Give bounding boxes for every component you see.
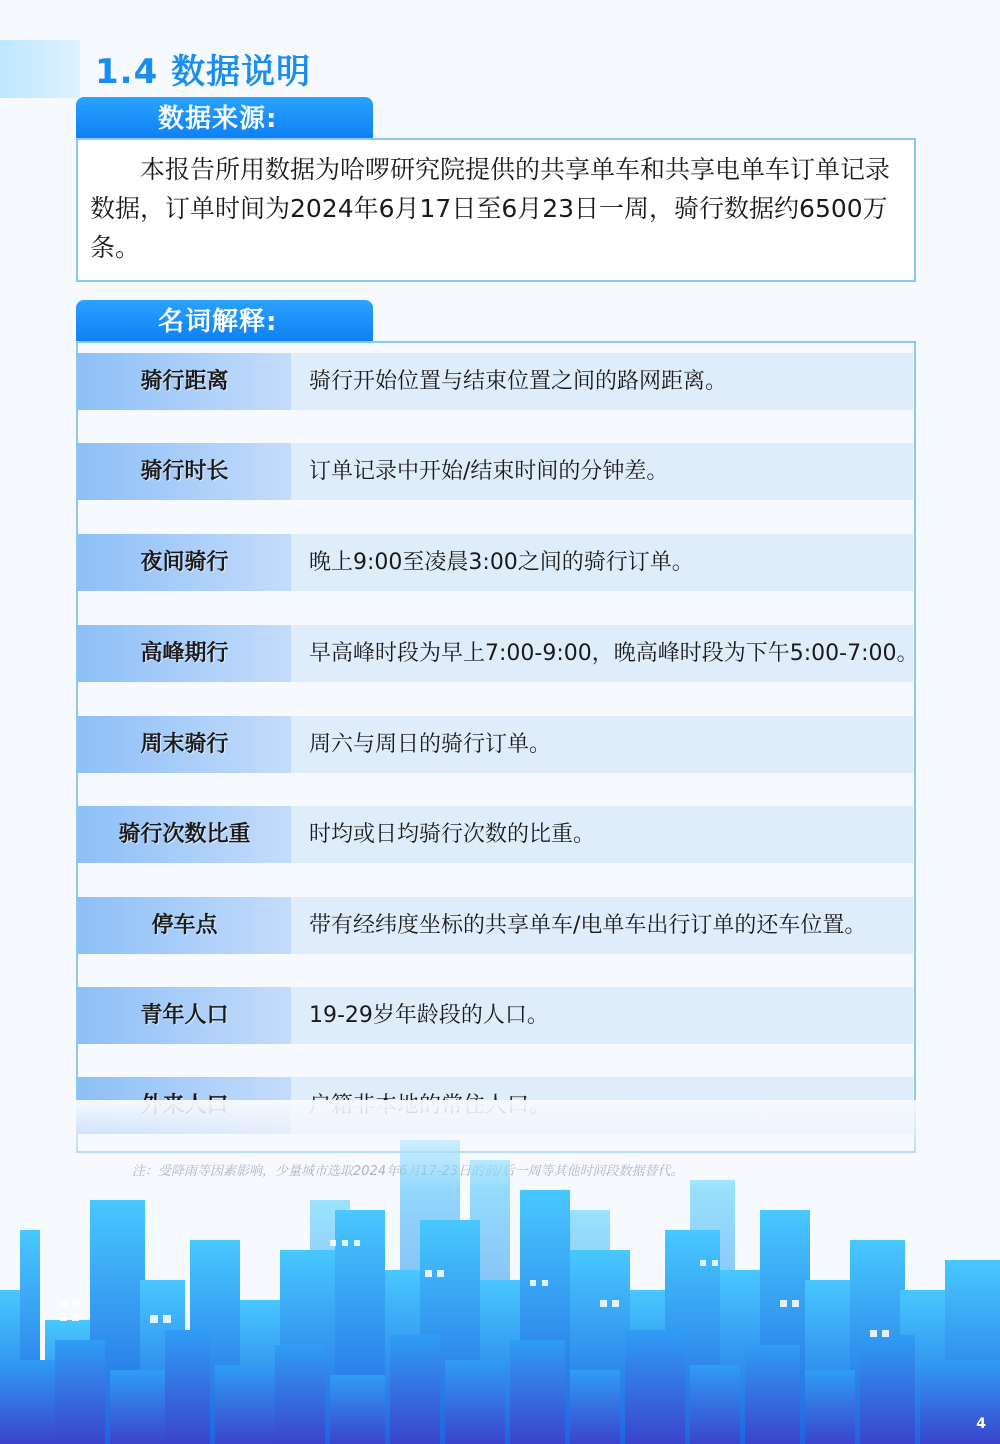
data-source-text: 本报告所用数据为哈啰研究院提供的共享单车和共享电单车订单记录数据，订单时间为2024年6月17日至6月23日一周，骑行数据约6500万条。 (90, 155, 891, 262)
term-definition: 19-29岁年龄段的人口。 (291, 987, 913, 1044)
glossary-row (78, 625, 919, 682)
data-source-box (76, 138, 916, 282)
page-number: 4 (976, 1416, 986, 1432)
term-definition: 骑行开始位置与结束位置之间的路网距离。 (291, 353, 913, 410)
term-name: 夜间骑行 (78, 534, 291, 591)
glossary-row (78, 716, 914, 773)
glossary-row (78, 806, 914, 863)
term-name: 青年人口 (78, 987, 291, 1044)
glossary-table (76, 341, 919, 1153)
term-definition: 周六与周日的骑行订单。 (291, 716, 913, 773)
city-skyline-illustration (0, 1100, 1000, 1444)
term-name: 骑行次数比重 (78, 806, 291, 863)
page-title: 1.4 数据说明 (95, 52, 312, 92)
glossary-row (78, 987, 914, 1044)
heading-accent-bar (0, 40, 80, 98)
glossary-row (78, 534, 914, 591)
term-definition: 时均或日均骑行次数的比重。 (291, 806, 913, 863)
term-name: 高峰期行 (78, 625, 291, 682)
term-definition: 带有经纬度坐标的共享单车/电单车出行订单的还车位置。 (291, 897, 913, 954)
glossary-row (78, 443, 914, 500)
data-source-label: 数据来源: (76, 97, 373, 141)
term-name: 骑行时长 (78, 443, 291, 500)
glossary-label: 名词解释: (76, 300, 373, 344)
glossary-row (78, 353, 914, 410)
term-definition: 早高峰时段为早上7:00-9:00，晚高峰时段为下午5:00-7:00。 (291, 625, 913, 682)
glossary-row (78, 897, 914, 954)
term-name: 骑行距离 (78, 353, 291, 410)
term-definition: 晚上9:00至凌晨3:00之间的骑行订单。 (291, 534, 913, 591)
term-name: 周末骑行 (78, 716, 291, 773)
term-definition: 订单记录中开始/结束时间的分钟差。 (291, 443, 913, 500)
term-name: 停车点 (78, 897, 291, 954)
